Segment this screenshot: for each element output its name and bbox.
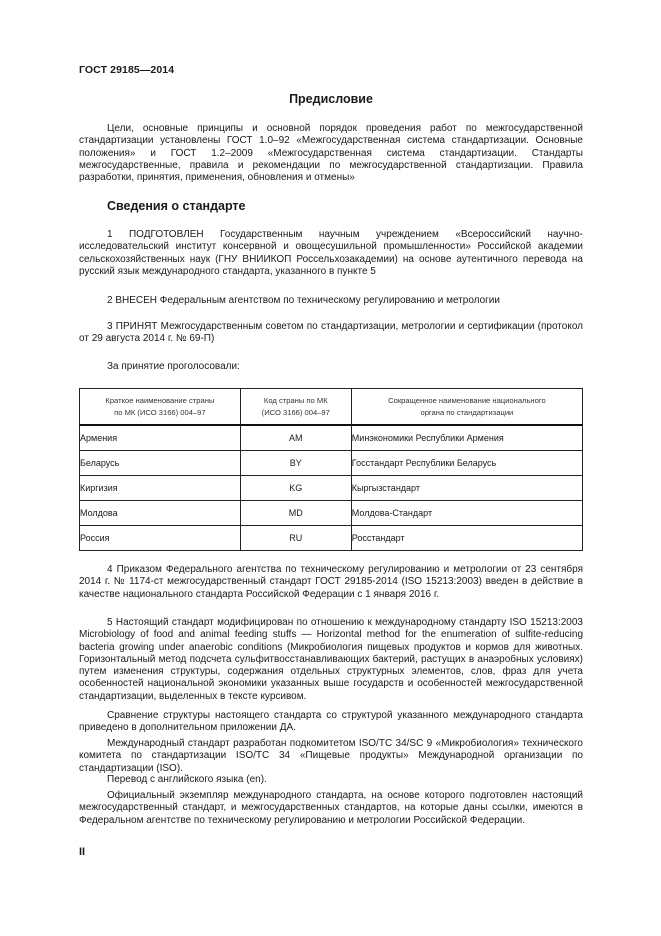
info-item-1: 1 ПОДГОТОВЛЕН Государственным научным учреждением «Всероссийский научно-исследовательский институт консервной и овощесушильной промышленности» Российской академии сельскохозяйственных наук (ГНУ ВНИИКОП Россельхозакадемии) на основе аутентичного перевода на русский язык международного стандарта, указанного в пункте 5 (79, 229, 583, 277)
foreword-title: Предисловие (289, 92, 373, 106)
table-row (80, 476, 583, 501)
info-item-5: 5 Настоящий стандарт модифицирован по отношению к международному стандарту ISO 15213:2003 Microbiology of food and animal feeding stuffs — Horizontal method for the enumeration of sulfite-reducing bacteria growing under anaerobic conditions (Микробиология пищевых продуктов и кормов для животных. Горизонтальный метод подсчета сульфитвосстанавливающих бактерий, растущих в анаэробных условиях) путем изменения структуры, содержания отдельных структурных элементов, слов, фраз для учета особенностей национальной экономики указанных выше государств и особенностей межгосударственной стандартизации, выделенных в тексте курсивом. (79, 617, 583, 702)
country-code: BY (240, 451, 351, 476)
table-header-row (80, 389, 583, 426)
table-row (80, 526, 583, 551)
header-country-line2: по МК (ИСО 3166) 004–97 (114, 407, 206, 417)
header-code-line2: (ИСО 3166) 004–97 (261, 407, 330, 417)
table-row (80, 425, 583, 451)
country-name: Киргизия (80, 476, 241, 501)
standards-body: Минэкономики Республики Армения (351, 425, 582, 451)
standards-body: Госстандарт Республики Беларусь (351, 451, 582, 476)
standards-body: Молдова-Стандарт (351, 501, 582, 526)
country-name: Беларусь (80, 451, 241, 476)
header-country-code (240, 389, 351, 426)
country-code: KG (240, 476, 351, 501)
header-country-line1: Краткое наименование страны (105, 395, 215, 405)
country-name: Армения (80, 425, 241, 451)
country-name: Молдова (80, 501, 241, 526)
page-number: II (79, 846, 86, 858)
header-body-line2: органа по стандартизации (420, 407, 514, 417)
table-row (80, 451, 583, 476)
info-item-4: 4 Приказом Федерального агентства по техническому регулированию и метрологии от 23 сентября 2014 г. № 1174-ст межгосударственный стандарт ГОСТ 29185-2014 (ISO 15213:2003) введен в действие в качестве национального стандарта Российской Федерации с 1 января 2016 г. (79, 564, 583, 600)
country-name: Россия (80, 526, 241, 551)
official-copy-text: Официальный экземпляр международного стандарта, на основе которого подготовлен настоящий межгосударственный стандарт, и межгосударственных стандартов, на которые даны ссылки, имеются в Федеральном агентстве по техническому регулированию и метрологии Российской Федерации. (79, 790, 583, 826)
table-row (80, 501, 583, 526)
document-code: ГОСТ 29185—2014 (79, 64, 175, 76)
header-body-line1: Сокращенное наименование национального (388, 395, 546, 405)
voted-label: За принятие проголосовали: (107, 361, 240, 372)
country-code: RU (240, 526, 351, 551)
developer-text: Международный стандарт разработан подкомитетом ISO/TC 34/SC 9 «Микробиология» технического комитета по стандартизации ISO/TC 34 «Пищевые продукты» Международной организации по стандартизации (ISO). (79, 738, 583, 774)
foreword-text: Цели, основные принципы и основной порядок проведения работ по межгосударственной стандартизации установлены ГОСТ 1.0–92 «Межгосударственная система стандартизации. Основные положения» и ГОСТ 1.2–2009 «Межгосударственная система стандартизации. Стандарты межгосударственные, правила и рекомендации по межгосударственной стандартизации. Правила разработки, принятия, применения, обновления и отмены» (79, 123, 583, 184)
member-states-table (79, 388, 583, 551)
structure-comparison-text: Сравнение структуры настоящего стандарта со структурой указанного международного стандарта приведено в дополнительном приложении ДА. (79, 710, 583, 734)
header-code-line1: Код страны по МК (263, 395, 328, 405)
header-standards-body (351, 389, 582, 426)
standards-body: Росстандарт (351, 526, 582, 551)
country-code: MD (240, 501, 351, 526)
header-country-name (80, 389, 241, 426)
standards-body: Кыргызстандарт (351, 476, 582, 501)
translation-text: Перевод с английского языка (en). (107, 774, 267, 785)
info-item-2: 2 ВНЕСЕН Федеральным агентством по техническому регулированию и метрологии (107, 295, 500, 306)
standard-info-title: Сведения о стандарте (107, 199, 246, 213)
info-item-3: 3 ПРИНЯТ Межгосударственным советом по стандартизации, метрологии и сертификации (протокол от 29 августа 2014 г. № 69-П) (79, 321, 583, 345)
country-code: AM (240, 425, 351, 451)
